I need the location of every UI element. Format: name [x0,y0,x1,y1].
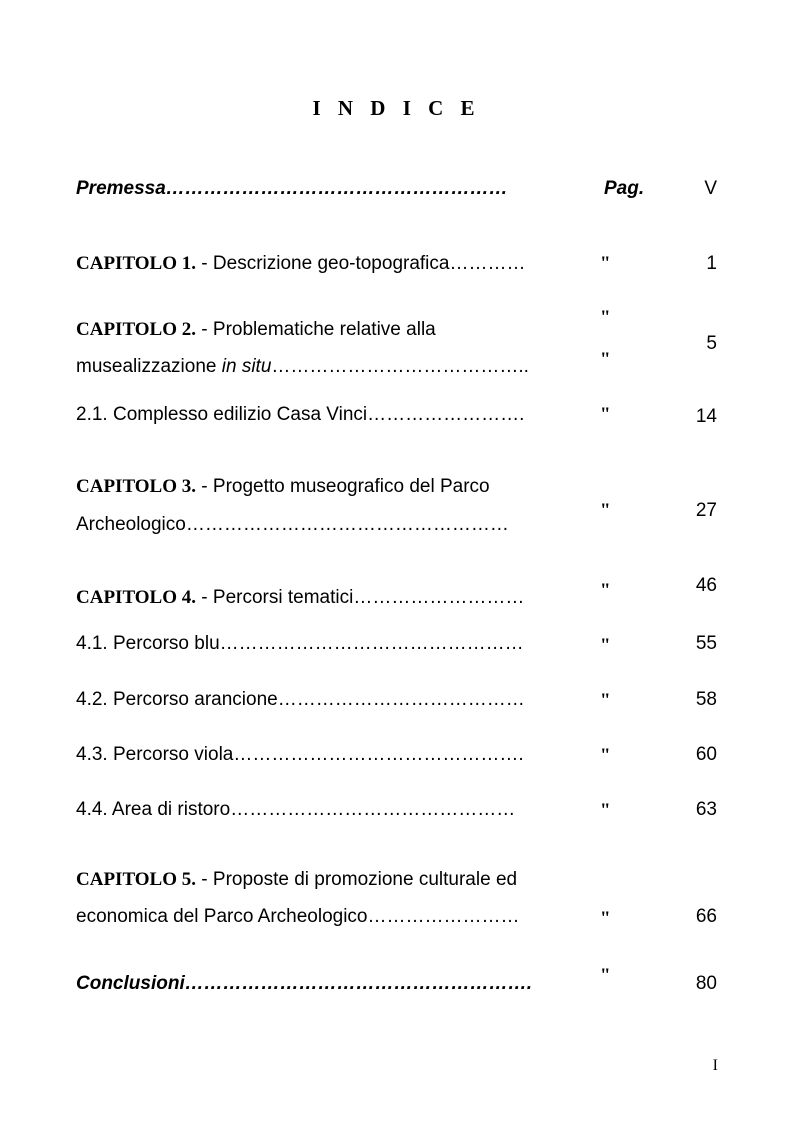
ditto-mark: " [600,965,611,986]
toc-entry-4-2[interactable]: 4.2. Percorso arancione………………………………… [76,689,525,710]
chapter-title: - Progetto museografico del Parco [196,476,490,497]
leader-dots: ………………………………….. [271,356,529,377]
ditto-mark: " [600,580,611,601]
toc-entry-2-1[interactable]: 2.1. Complesso edilizio Casa Vinci……………………. [76,404,525,425]
ditto-mark: " [600,635,611,656]
chapter-label: CAPITOLO 3. [76,476,197,497]
ditto-mark: " [600,908,611,929]
chapter-label: CAPITOLO 5. [76,869,197,890]
chapter-label: CAPITOLO 2. [76,319,197,340]
ditto-mark: " [600,745,611,766]
page-number-capitolo-2: 5 [706,333,717,354]
toc-entry-capitolo-2[interactable] [76,319,436,341]
ditto-mark: " [600,800,611,821]
chapter-title: - Problematiche relative alla [196,319,436,340]
page-number-4-4: 63 [695,799,717,820]
page-number-4-1: 55 [695,633,717,654]
page-number-conclusioni: 80 [695,973,717,994]
page-number-2-1: 14 [695,406,717,427]
chapter-title: - Descrizione geo-topografica………… [196,253,526,274]
page-column-label: Pag. [604,178,645,199]
toc-entry-4-4[interactable]: 4.4. Area di ristoro……………………………………… [76,799,516,820]
toc-entry-capitolo-3[interactable] [76,476,490,498]
toc-entry-capitolo-4[interactable] [76,587,524,609]
toc-entry-capitolo-2-continued[interactable] [76,356,529,378]
toc-entry-premessa[interactable]: Premessa……………………………………………… [76,178,508,199]
toc-entry-conclusioni[interactable]: Conclusioni………………………………………………. [76,973,532,994]
italic-term: in situ [221,356,272,377]
toc-entry-capitolo-5-continued[interactable]: economica del Parco Archeologico…………………… [76,906,520,927]
toc-entry-capitolo-3-continued[interactable]: Archeologico…………………………………………… [76,514,509,535]
page-number-premessa: V [704,178,717,199]
page-folio-number: I [712,1057,718,1074]
page-number-4-2: 58 [695,689,717,710]
page-number-capitolo-4: 46 [695,575,717,596]
toc-entry-capitolo-5[interactable] [76,869,517,891]
chapter-title: - Percorsi tematici……………………… [196,587,525,608]
page-number-capitolo-5: 66 [695,906,717,927]
page-number-4-3: 60 [695,744,717,765]
ditto-mark: " [600,500,611,521]
chapter-label: CAPITOLO 4. [76,587,197,608]
chapter-title: - Proposte di promozione culturale ed [196,869,518,890]
chapter-label: CAPITOLO 1. [76,253,197,274]
ditto-mark: " [600,690,611,711]
page-number-capitolo-1: 1 [706,253,717,274]
ditto-mark: " [600,307,611,328]
ditto-mark: " [600,253,611,274]
index-title: I N D I C E [312,96,481,120]
toc-entry-capitolo-1[interactable] [76,253,525,275]
toc-entry-4-3[interactable]: 4.3. Percorso viola………………………………………. [76,744,524,765]
chapter-title-continued: musealizzazione [76,356,222,377]
toc-entry-4-1[interactable]: 4.1. Percorso blu………………………………………… [76,633,524,654]
page-number-capitolo-3: 27 [695,500,717,521]
ditto-mark: " [600,349,611,370]
ditto-mark: " [600,404,611,425]
